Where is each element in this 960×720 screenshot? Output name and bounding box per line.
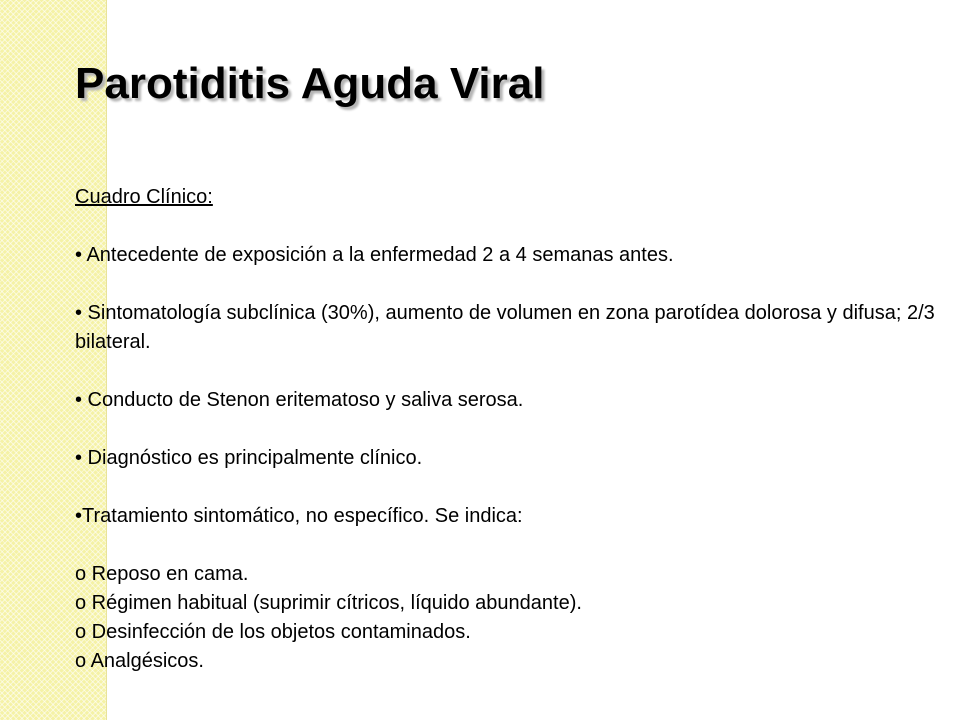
spacer (75, 473, 935, 502)
sub-item-analgesics: o Analgésicos. (75, 650, 204, 672)
sub-item-disinfection: o Desinfección de los objetos contaminados. (75, 621, 471, 643)
bullet-treatment: •Tratamiento sintomático, no específico. Se indica: (75, 505, 523, 527)
slide-title: Parotiditis Aguda Viral (75, 59, 545, 108)
sub-item-diet: o Régimen habitual (suprimir cítricos, líquido abundante). (75, 592, 582, 614)
spacer (75, 531, 935, 560)
bullet-exposure: • Antecedente de exposición a la enfermedad 2 a 4 semanas antes. (75, 244, 674, 266)
spacer (75, 415, 935, 444)
slide-body (75, 183, 935, 676)
bullet-diagnosis: • Diagnóstico es principalmente clínico. (75, 447, 423, 469)
spacer (75, 270, 935, 299)
spacer (75, 212, 935, 241)
spacer (75, 357, 935, 386)
section-heading: Cuadro Clínico: (75, 186, 213, 208)
bullet-stenon-duct: • Conducto de Stenon eritematoso y saliva serosa. (75, 389, 524, 411)
bullet-symptoms: • Sintomatología subclínica (30%), aumento de volumen en zona parotídea dolorosa y difusa; 2/3 bilateral. (75, 302, 935, 353)
sub-item-rest: o Reposo en cama. (75, 563, 249, 585)
